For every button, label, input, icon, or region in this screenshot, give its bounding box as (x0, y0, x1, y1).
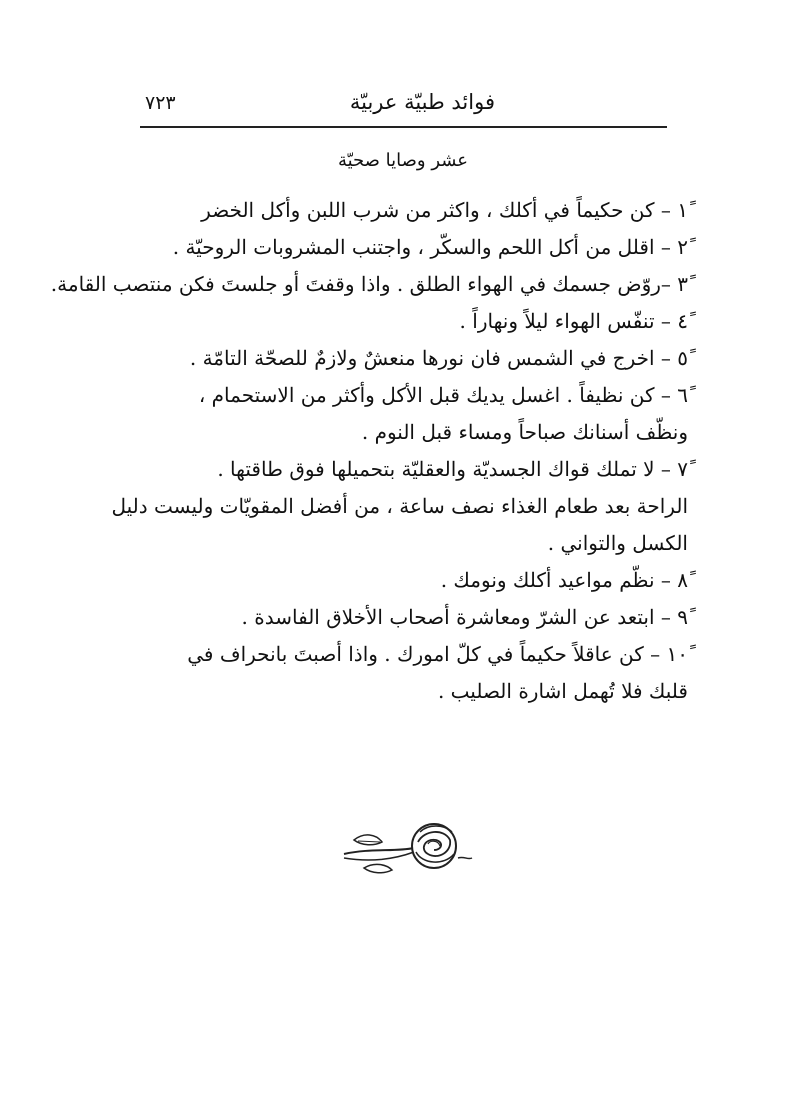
running-header (140, 86, 670, 122)
header-title: فوائد طبيّة عربيّة (349, 90, 495, 114)
advice-item-2: ٢ً – اقلل من أكل اللحم والسكّر ، واجتنب المشروبات الروحيّة . (172, 235, 688, 259)
advice-item-6: ٦ً – كن نظيفاً . اغسل يديك قبل الأكل وأكثر من الاستحمام ، (198, 383, 688, 407)
rose-ornament-icon (340, 818, 476, 876)
page-number: ٧٢٣ (145, 92, 176, 114)
rest-paragraph-continued: الكسل والتواني . (547, 531, 688, 555)
advice-item-10: ١٠ً – كن عاقلاً حكيماً في كلّ امورك . واذا أصبتَ بانحراف في (187, 642, 688, 666)
advice-item-7: ٧ً – لا تملك قواك الجسديّة والعقليّة بتحميلها فوق طاقتها . (217, 457, 688, 481)
advice-item-4: ٤ً – تنفّس الهواء ليلاً ونهاراً . (459, 309, 688, 333)
advice-item-3: ٣ً –روّض جسمك في الهواء الطلق . واذا وقفتَ أو جلستَ فكن منتصب القامة. (50, 272, 688, 296)
section-title: عشر وصايا صحيّة (337, 150, 469, 171)
advice-item-6-continued: ونظّف أسنانك صباحاً ومساء قبل النوم . (361, 420, 688, 444)
advice-item-8: ٨ً – نظّم مواعيد أكلك ونومك . (440, 568, 688, 592)
advice-item-10-continued: قلبك فلا تُهمل اشارة الصليب . (437, 679, 688, 703)
header-rule (140, 126, 667, 128)
advice-item-1: ١ً – كن حكيماً في أكلك ، واكثر من شرب اللبن وأكل الخضر (201, 198, 688, 222)
advice-item-5: ٥ً – اخرج في الشمس فان نورها منعشٌ ولازمٌ للصحّة التامّة . (189, 346, 688, 370)
advice-list (50, 192, 688, 710)
rest-paragraph: الراحة بعد طعام الغذاء نصف ساعة ، من أفضل المقويّات وليست دليل (111, 494, 688, 518)
advice-item-9: ٩ً – ابتعد عن الشرّ ومعاشرة أصحاب الأخلاق الفاسدة . (241, 605, 688, 629)
